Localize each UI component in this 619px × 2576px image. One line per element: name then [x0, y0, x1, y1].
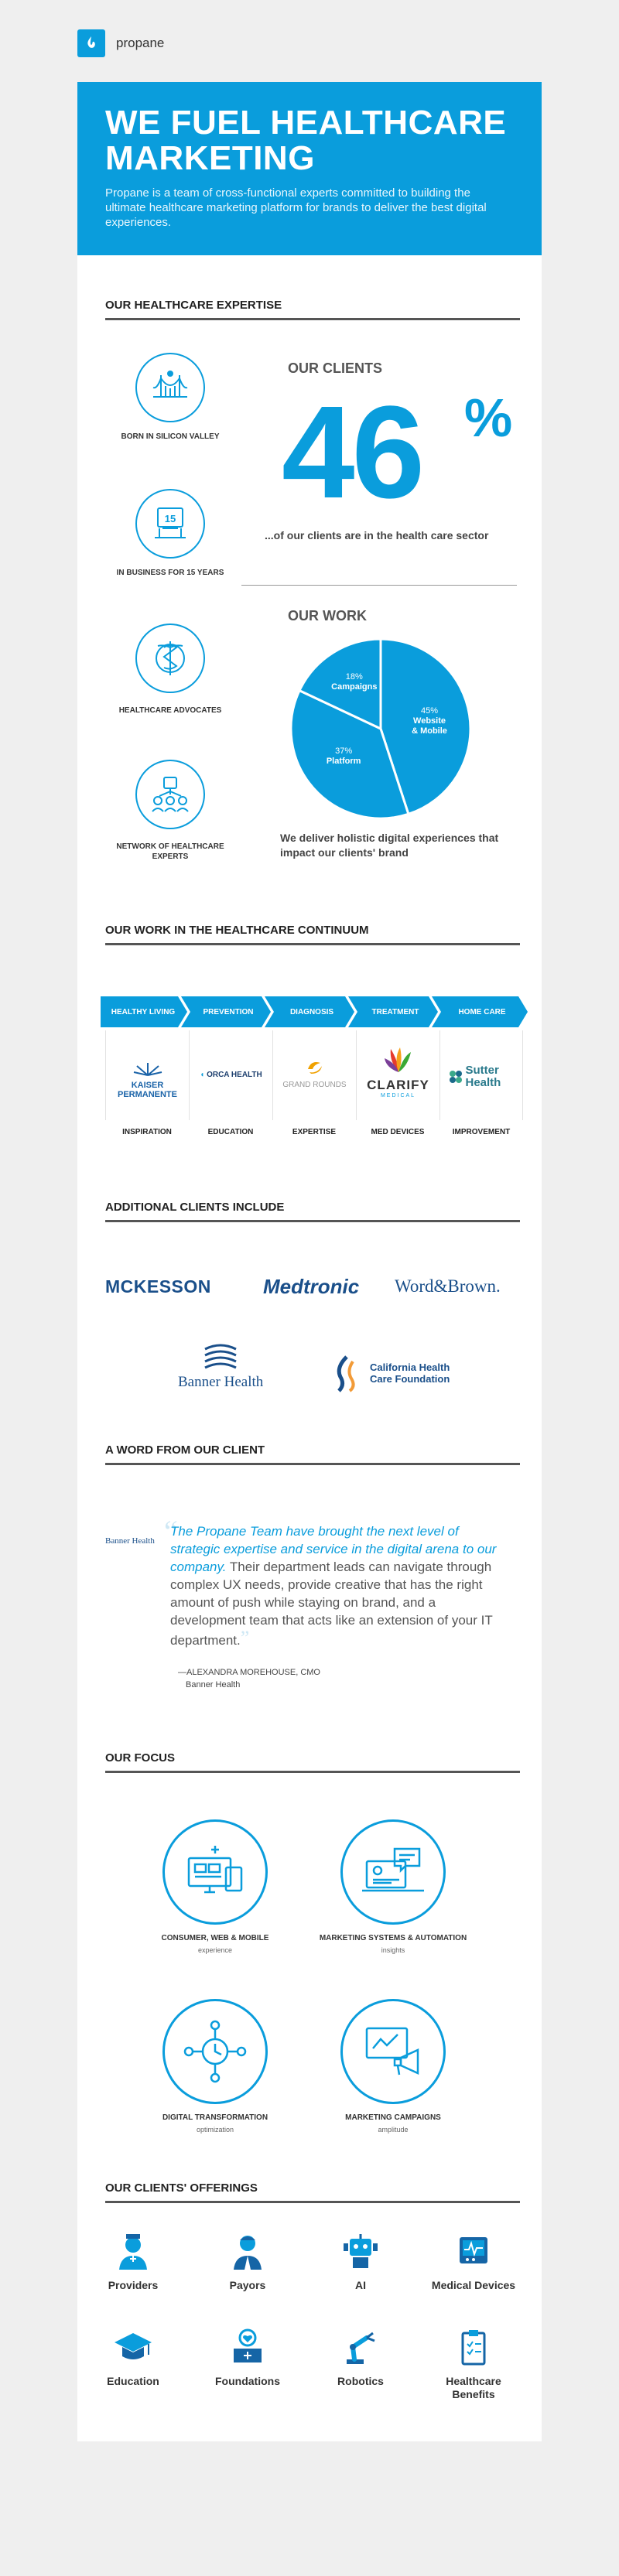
kaiser-logo-text: KAISER PERMANENTE — [117, 1081, 177, 1099]
additional-clients-title: ADDITIONAL CLIENTS INCLUDE — [105, 1201, 520, 1222]
propane-logo-icon[interactable] — [77, 29, 105, 57]
our-clients-heading: OUR CLIENTS — [288, 360, 383, 376]
banner-health-logo — [178, 1341, 263, 1391]
testimonial-company: Banner Health — [186, 1680, 241, 1689]
testimonial-logo: Banner Health — [105, 1536, 155, 1546]
continuum-cell-orca — [189, 1030, 272, 1120]
chat-screen-icon — [340, 1819, 446, 1925]
robot-icon — [340, 2231, 381, 2271]
offering-label-providers: Providers — [108, 2279, 159, 2291]
stage-healthy-living: HEALTHY LIVING — [111, 1007, 176, 1016]
focus-sub-campaigns: amplitude — [378, 2126, 409, 2134]
hero-title: WE FUEL HEALTHCARE MARKETING — [105, 104, 507, 177]
continuum-label-education: EDUCATION — [207, 1128, 254, 1136]
our-work-pie-chart — [288, 636, 474, 822]
network-people-icon — [135, 760, 205, 829]
banner-health-text: Banner Health — [178, 1374, 264, 1390]
pie-label-campaigns: 18% Campaigns — [331, 672, 378, 692]
golden-gate-bridge-icon — [135, 353, 205, 422]
banner-flag-icon — [202, 1341, 239, 1372]
clarify-logo-icon — [383, 1047, 414, 1074]
continuum-section-title: OUR WORK IN THE HEALTHCARE CONTINUUM — [105, 924, 520, 945]
clock-network-icon — [162, 1999, 268, 2104]
focus-label-marketing-systems: MARKETING SYSTEMS & AUTOMATION — [319, 1934, 467, 1942]
offering-robotics — [314, 2327, 407, 2388]
continuum-cell-sutter — [439, 1030, 523, 1120]
expertise-section-title: OUR HEALTHCARE EXPERTISE — [105, 299, 520, 320]
pie-label-website-mobile: 45% Website & Mobile — [412, 706, 447, 736]
sutter-logo-text: Sutter Health — [465, 1064, 501, 1089]
robot-arm-icon — [340, 2327, 381, 2367]
offering-providers — [87, 2231, 180, 2292]
focus-sub-digital-transformation: optimization — [196, 2126, 234, 2134]
stage-treatment: TREATMENT — [371, 1007, 419, 1016]
megaphone-icon — [340, 1999, 446, 2104]
chcf-logo — [330, 1354, 470, 1392]
chcf-text: California Health Care Foundation — [370, 1361, 450, 1385]
work-caption: We deliver holistic digital experiences that impact our clients' brand — [280, 832, 499, 859]
offering-medical-devices — [427, 2231, 520, 2292]
clients-percent-value: 46 — [282, 379, 422, 526]
orca-logo-text: ORCA HEALTH — [207, 1071, 262, 1079]
clarify-logo-sub: MEDICAL — [380, 1093, 416, 1098]
offering-label-ai: AI — [355, 2279, 366, 2291]
businessperson-icon — [227, 2231, 268, 2271]
focus-label-consumer: CONSUMER, WEB & MOBILE — [161, 1934, 269, 1942]
clients-caption: ...of our clients are in the health care sector — [265, 529, 489, 542]
continuum-label-improvement: IMPROVEMENT — [452, 1128, 511, 1136]
open-quote-icon: “ — [164, 1514, 178, 1549]
continuum-cell-kaiser — [105, 1030, 189, 1120]
graduation-cap-icon — [113, 2327, 153, 2367]
continuum-stages — [101, 996, 526, 1027]
testimonial-section-title: A WORD FROM OUR CLIENT — [105, 1443, 520, 1465]
continuum-label-expertise: EXPERTISE — [292, 1128, 337, 1136]
mckesson-logo: MCKESSON — [105, 1276, 211, 1297]
nurse-icon — [113, 2231, 153, 2271]
clients-percent-unit: % — [464, 388, 513, 448]
focus-sub-marketing-systems: insights — [381, 1946, 405, 1954]
calendar-badge: 15 — [164, 513, 176, 524]
offering-label-foundations: Foundations — [215, 2375, 280, 2387]
hero-banner — [77, 82, 542, 255]
offering-education — [87, 2327, 180, 2388]
focus-label-campaigns: MARKETING CAMPAIGNS — [345, 2113, 441, 2122]
offering-label-healthcare-benefits: Healthcare Benefits — [446, 2375, 501, 2400]
focus-sub-consumer: experience — [197, 1946, 233, 1954]
heart-box-icon — [227, 2327, 268, 2367]
offering-ai — [314, 2231, 407, 2292]
sutter-logo-icon — [448, 1069, 463, 1085]
kaiser-logo-icon — [131, 1060, 165, 1077]
calendar-15-icon — [135, 489, 205, 559]
offering-payors — [201, 2231, 294, 2292]
continuum-label-inspiration: INSPIRATION — [122, 1128, 172, 1136]
expertise-label-silicon-valley: BORN IN SILICON VALLEY — [121, 432, 220, 441]
quote-rest: Their department leads can navigate through complex UX needs, provide creative that has the right amount of push while staying on brand, and a development team that acts like an extension of your IT department. — [170, 1560, 493, 1648]
devices-icon — [162, 1819, 268, 1925]
clarify-logo-text: CLARIFY — [367, 1078, 429, 1092]
offering-healthcare-benefits — [427, 2327, 520, 2401]
divider — [241, 585, 517, 586]
expertise-label-15-years: IN BUSINESS FOR 15 YEARS — [116, 569, 224, 577]
orca-logo-icon: ◖ — [200, 1071, 205, 1079]
caduceus-icon — [135, 624, 205, 693]
infographic-page — [77, 82, 542, 2441]
focus-section-title: OUR FOCUS — [105, 1751, 520, 1773]
stage-prevention: PREVENTION — [203, 1007, 254, 1016]
offerings-section-title: OUR CLIENTS' OFFERINGS — [105, 2181, 520, 2203]
testimonial-author: —ALEXANDRA MOREHOUSE, CMO — [178, 1668, 320, 1677]
offering-label-payors: Payors — [229, 2279, 266, 2291]
monitor-device-icon — [453, 2231, 494, 2271]
word-brown-logo: Word&Brown. — [395, 1276, 501, 1296]
expertise-label-network: NETWORK OF HEALTHCARE EXPERTS — [116, 842, 224, 861]
grand-rounds-logo-icon — [303, 1058, 327, 1077]
testimonial-quote — [170, 1522, 511, 1649]
stage-home-care: HOME CARE — [458, 1007, 506, 1016]
stage-diagnosis: DIAGNOSIS — [289, 1007, 334, 1016]
continuum-cell-clarify — [356, 1030, 439, 1120]
offering-label-education: Education — [107, 2375, 159, 2387]
quote-highlight: The Propane Team have brought the next level of strategic expertise and service in the digital arena to our company. — [170, 1524, 497, 1574]
expertise-label-advocates: HEALTHCARE ADVOCATES — [118, 706, 222, 715]
offering-foundations — [201, 2327, 294, 2388]
focus-label-digital-transformation: DIGITAL TRANSFORMATION — [162, 2113, 268, 2122]
offering-label-robotics: Robotics — [337, 2375, 384, 2387]
continuum-label-med-devices: MED DEVICES — [371, 1128, 425, 1136]
medtronic-logo: Medtronic — [263, 1275, 360, 1298]
brand-name[interactable]: propane — [116, 36, 165, 50]
continuum-cell-grand-rounds — [272, 1030, 356, 1120]
offering-label-medical-devices: Medical Devices — [431, 2279, 516, 2291]
grand-rounds-logo-text: GRAND ROUNDS — [282, 1081, 347, 1089]
brand-bar — [77, 28, 164, 59]
close-quote-icon: ” — [240, 1627, 250, 1649]
chcf-emblem-icon — [330, 1354, 365, 1392]
pie-label-platform: 37% Platform — [326, 746, 361, 767]
hero-body: Propane is a team of cross-functional experts committed to building the ultimate healthcare marketing platform for brands to deliver the best digital experiences. — [105, 186, 487, 229]
clipboard-icon — [453, 2327, 494, 2367]
our-work-heading: OUR WORK — [288, 608, 367, 624]
